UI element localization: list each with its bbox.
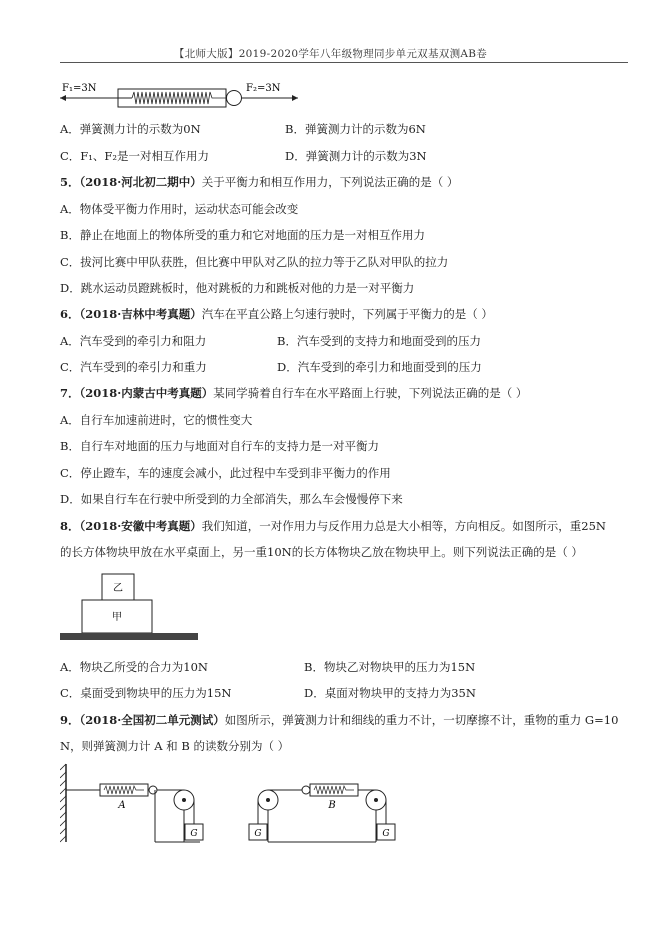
pulley-ring <box>227 91 242 106</box>
page-header: 【北师大版】2019-2020学年八年级物理同步单元双基双测AB卷 <box>173 48 488 60</box>
q5-option-c: C．拔河比赛中甲队获胜，但比赛中甲队对乙队的拉力等于乙队对甲队的拉力 <box>60 255 449 269</box>
q6-stem-text: 汽车在平直公路上匀速行驶时，下列属于平衡力的是（ ） <box>201 307 493 321</box>
q8-option-c: C．桌面受到物块甲的压力为15N <box>60 686 232 700</box>
q4-option-c: C．F₁、F₂是一对相互作用力 <box>60 149 209 163</box>
q8-stem-line1 <box>60 519 606 533</box>
q5-number: 5． <box>60 175 80 189</box>
stacked-blocks-figure <box>60 572 200 642</box>
f1-label: F₁=3N <box>62 83 97 94</box>
scale-a-figure <box>60 762 210 844</box>
q9-stem-text: 如图所示，弹簧测力计和细线的重力不计，一切摩擦不计，重物的重力 G=10 <box>224 713 619 727</box>
q9-source: （2018·全国初二单元测试） <box>79 713 225 727</box>
q6-option-d: D．汽车受到的牵引力和地面受到的压力 <box>277 360 482 374</box>
weight-b-left-label: G <box>254 829 262 839</box>
q8-option-d: D．桌面对物块甲的支持力为35N <box>304 686 476 700</box>
q7-option-a: A．自行车加速前进时，它的惯性变大 <box>60 413 253 427</box>
q6-number: 6． <box>60 307 80 321</box>
scale-b-label: B <box>328 800 336 811</box>
q5-option-a: A．物体受平衡力作用时，运动状态可能会改变 <box>60 202 299 216</box>
q8-stem-line2: 的长方体物块甲放在水平桌面上，另一重10N的长方体物块乙放在物块甲上。则下列说法正确的是（ ） <box>60 545 583 559</box>
f2-label: F₂=3N <box>246 83 281 94</box>
q7-number: 7． <box>60 386 80 400</box>
q7-stem-text: 某同学骑着自行车在水平路面上行驶，下列说法正确的是（ ） <box>213 386 528 400</box>
q4-option-d: D．弹簧测力计的示数为3N <box>285 149 427 163</box>
q7-option-d: D．如果自行车在行驶中所受到的力全部消失，那么车会慢慢停下来 <box>60 492 403 506</box>
q7-source: （2018·内蒙古中考真题） <box>79 386 214 400</box>
q6-source: （2018·吉林中考真题） <box>79 307 202 321</box>
scale-b-figure <box>240 762 410 844</box>
q4-option-b: B．弹簧测力计的示数为6N <box>285 122 426 136</box>
q6-stem <box>60 307 493 321</box>
header-rule <box>60 62 628 63</box>
q5-option-b: B．静止在地面上的物体所受的重力和它对地面的压力是一对相互作用力 <box>60 228 425 242</box>
q5-option-d: D．跳水运动员蹬跳板时，他对跳板的力和跳板对他的力是一对平衡力 <box>60 281 415 295</box>
q8-source: （2018·安徽中考真题） <box>79 519 202 533</box>
q5-source: （2018·河北初二期中） <box>79 175 202 189</box>
q9-stem-line1 <box>60 713 618 727</box>
spring-coil <box>132 92 226 104</box>
q6-option-a: A．汽车受到的牵引力和阻力 <box>60 334 207 348</box>
table-surface <box>60 633 198 640</box>
q7-stem <box>60 386 527 400</box>
q8-stem-text: 我们知道，一对作用力与反作用力总是大小相等，方向相反。如图所示，重25N <box>201 519 606 533</box>
scale-a-label: A <box>118 800 126 811</box>
q9-stem-line2: N，则弹簧测力计 A 和 B 的读数分别为（ ） <box>60 739 290 753</box>
q9-number: 9． <box>60 713 80 727</box>
q8-number: 8． <box>60 519 80 533</box>
q7-option-c: C．停止蹬车，车的速度会减小，此过程中车受到非平衡力的作用 <box>60 466 391 480</box>
q4-option-a: A．弹簧测力计的示数为0N <box>60 122 201 136</box>
q8-option-a: A．物块乙所受的合力为10N <box>60 660 208 674</box>
weight-b-right-label: G <box>382 829 390 839</box>
weight-a-label: G <box>190 829 198 839</box>
q7-option-b: B．自行车对地面的压力与地面对自行车的支持力是一对平衡力 <box>60 439 379 453</box>
q5-stem <box>60 175 458 189</box>
q5-stem-text: 关于平衡力和相互作用力，下列说法正确的是（ ） <box>201 175 459 189</box>
block-jia-label: 甲 <box>112 612 122 623</box>
spring-scale-figure <box>60 80 300 116</box>
block-yi-label: 乙 <box>113 583 123 594</box>
q6-option-c: C．汽车受到的牵引力和重力 <box>60 360 207 374</box>
q8-option-b: B．物块乙对物块甲的压力为15N <box>304 660 476 674</box>
q6-option-b: B．汽车受到的支持力和地面受到的压力 <box>277 334 481 348</box>
